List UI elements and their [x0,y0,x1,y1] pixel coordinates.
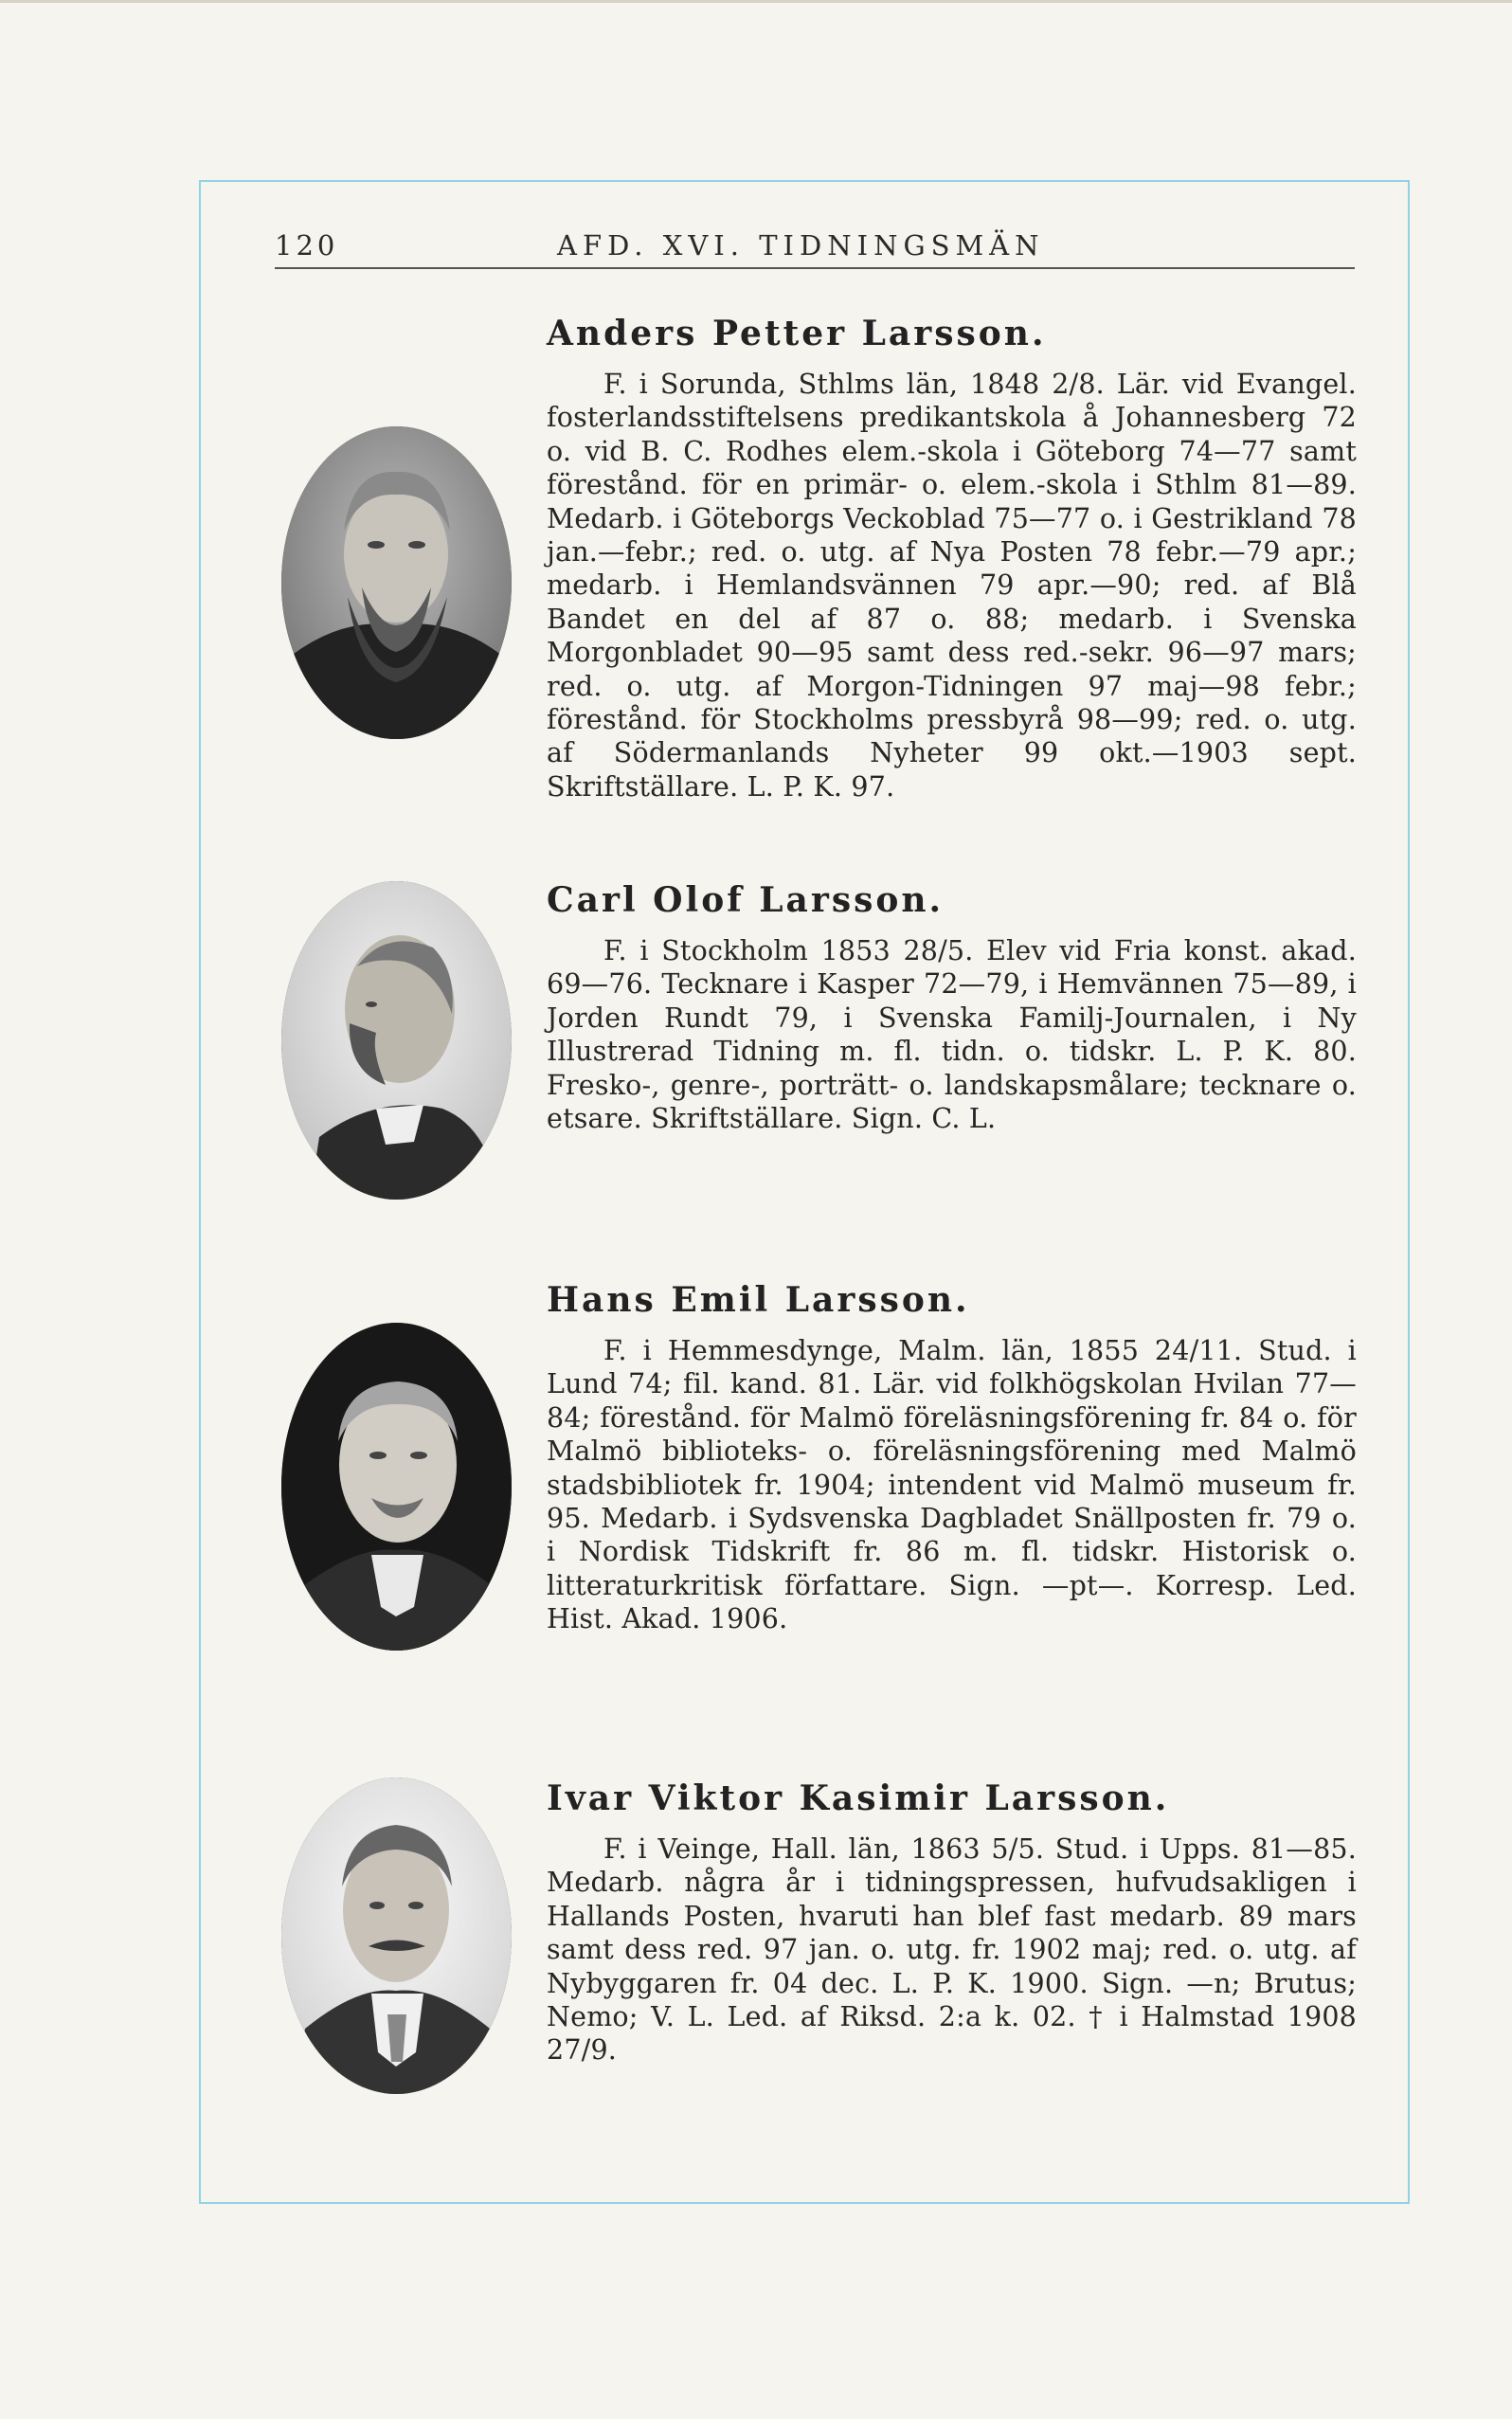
entry-text [547,879,1357,1135]
page-top-edge [0,0,1512,3]
biography-text: F. i Hemmesdynge, Malm. län, 1855 24/11. Stud. i Lund 74; fil. kand. 81. Lär. vid folkhögskolan Hvilan 77—84; förestånd. för Malmö föreläsningsförening fr. 84 o. för Malmö biblioteks- o. föreläsningsförening med Malmö stadsbibliotek fr. 1904; intendent vid Malmö museum fr. 95. Medarb. i Sydsvenska Dagbladet Snällposten fr. 79 o. i Nordisk Tidskrift fr. 86 m. fl. tidskr. Historisk o. litteraturkritisk författare. Sign. —pt—. Korresp. Led. Hist. Akad. 1906. [547,1335,1357,1635]
portrait-carl-olof-larsson [281,881,512,1200]
section-title: AFD. XVI. TIDNINGSMÄN [557,229,1045,262]
person-name: Carl Olof Larsson. [547,880,945,920]
entry-text [547,313,1357,803]
person-name: Hans Emil Larsson. [547,1280,970,1320]
entry-text [547,1279,1357,1636]
portrait-anders-petter-larsson [281,426,512,739]
portrait-ivar-viktor-kasimir-larsson [281,1778,512,2094]
biography-text: F. i Stockholm 1853 28/5. Elev vid Fria konst. akad. 69—76. Tecknare i Kasper 72—79, i Hemvännen 75—89, i Jorden Rundt 79, i Svenska Familj-Journalen, i Ny Illustrerad Tidning m. fl. tidn. o. tidskr. L. P. K. 80. Fresko-, genre-, porträtt- o. landskapsmålare; tecknare o. etsare. Skriftställare. Sign. C. L. [547,935,1357,1135]
portrait-hans-emil-larsson [281,1323,512,1651]
biography-text: F. i Veinge, Hall. län, 1863 5/5. Stud. i Upps. 81—85. Medarb. några år i tidningspressen, hufvudsakligen i Hallands Posten, hvaruti han blef fast medarb. 89 mars samt dess red. 97 jan. o. utg. fr. 1902 maj; red. o. utg. af Nybyggaren fr. 04 dec. L. P. K. 1900. Sign. —n; Brutus; Nemo; V. L. Led. af Riksd. 2:a k. 02. † i Halmstad 1908 27/9. [547,1833,1357,2067]
entry-text [547,1778,1357,2067]
person-name: Anders Petter Larsson. [547,314,1047,353]
person-name: Ivar Viktor Kasimir Larsson. [547,1778,1170,1818]
biography-text: F. i Sorunda, Sthlms län, 1848 2/8. Lär. vid Evangel. fosterlandsstiftelsens predikantskola å Johannesberg 72 o. vid B. C. Rodhes elem.-skola i Göteborg 74—77 samt förestånd. för en primär- o. elem.-skola i Sthlm 81—89. Medarb. i Göteborgs Veckoblad 75—77 o. i Gestrikland 78 jan.—febr.; red. o. utg. af Nya Posten 78 febr.—79 apr.; medarb. i Hemlandsvännen 79 apr.—90; red. af Blå Bandet en del af 87 o. 88; medarb. i Svenska Morgonbladet 90—95 samt dess red.-sekr. 96—97 mars; red. o. utg. af Morgon-Tidningen 97 maj—98 febr.; förestånd. för Stockholms pressbyrå 98—99; red. o. utg. af Södermanlands Nyheter 99 okt.—1903 sept. Skriftställare. L. P. K. 97. [547,369,1357,803]
page-number: 120 [275,229,339,262]
running-head [275,220,1355,269]
